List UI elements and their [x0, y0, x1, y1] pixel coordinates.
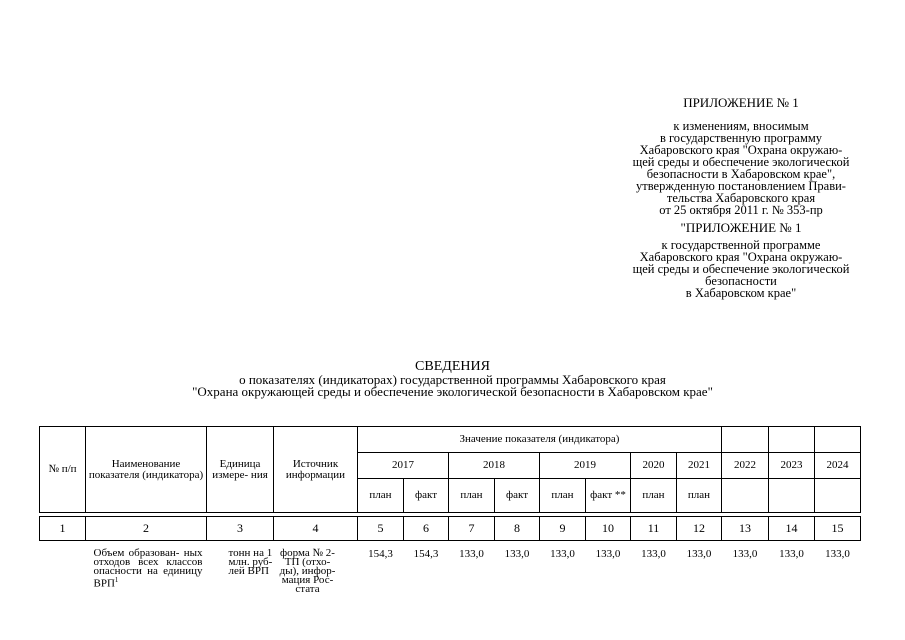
- column-number: 9: [540, 517, 586, 541]
- appendix-block: [600, 96, 882, 299]
- fact-label-2019: факт **: [586, 479, 631, 513]
- header-name: Наименование показателя (индикатора): [86, 427, 207, 513]
- appendix-line: к государственной программе: [661, 238, 821, 252]
- document-title: [0, 360, 905, 398]
- column-number: 12: [677, 517, 722, 541]
- column-number: 8: [495, 517, 540, 541]
- indicator-unit: тонн на 1 млн. руб- лей ВРП: [228, 547, 273, 577]
- appendix-line: к изменениям, вносимым: [673, 119, 809, 133]
- value-cell: 133,0: [550, 548, 575, 560]
- header-no: № п/п: [40, 427, 86, 513]
- year-2018: 2018: [449, 453, 540, 479]
- column-number: 15: [815, 517, 861, 541]
- year-2019: 2019: [540, 453, 631, 479]
- fact-label: факт: [404, 479, 449, 513]
- column-number: 2: [86, 517, 207, 541]
- appendix-line: щей среды и обеспечение экологической: [632, 155, 850, 169]
- table-row: [40, 541, 861, 595]
- value-cell: 133,0: [504, 548, 530, 560]
- header-unit: Единица измере- ния: [207, 427, 274, 513]
- column-number: 11: [631, 517, 677, 541]
- column-number: 1: [40, 517, 86, 541]
- appendix-line: Хабаровского края "Охрана окружаю-: [639, 250, 843, 264]
- title-line-2: "Охрана окружающей среды и обеспечение экологической безопасности в Хабаровском крае": [192, 384, 713, 399]
- value-cell: 133,0: [459, 548, 484, 560]
- year-2024: 2024: [815, 453, 861, 479]
- appendix-header: ПРИЛОЖЕНИЕ № 1: [683, 95, 799, 110]
- year-2022: 2022: [722, 453, 769, 479]
- appendix-line: от 25 октября 2011 г. № 353-пр: [659, 203, 823, 217]
- value-cell: 133,0: [825, 548, 850, 560]
- column-number: 14: [769, 517, 815, 541]
- column-number: 7: [449, 517, 495, 541]
- footnote-mark: 1: [114, 576, 119, 584]
- appendix-line: Хабаровского края "Охрана окружаю-: [639, 143, 843, 157]
- fact-label: факт: [495, 479, 540, 513]
- column-number: 6: [404, 517, 449, 541]
- plan-label: план: [358, 479, 404, 513]
- plan-label: план: [631, 479, 677, 513]
- title-line-1: о показателях (индикаторах) государственной программы Хабаровского края: [239, 372, 666, 387]
- indicators-table: [39, 426, 861, 594]
- value-cell: 154,3: [368, 548, 393, 560]
- title-main: СВЕДЕНИЯ: [415, 359, 490, 374]
- year-2020: 2020: [631, 453, 677, 479]
- indicator-name: Объем образован- ных отходов всех классов опасности на единицу ВРП$^1$: [93, 547, 203, 590]
- indicator-source: форма № 2- ТП (отхо- ды), инфор- мация Рос- стата: [279, 547, 336, 595]
- column-number: 3: [207, 517, 274, 541]
- value-cell: 133,0: [595, 548, 621, 560]
- value-cell: 133,0: [641, 548, 666, 560]
- header-source: Источник информации: [274, 427, 358, 513]
- appendix-line: утвержденную постановлением Прави-: [636, 179, 846, 193]
- appendix-line: безопасности в Хабаровском крае",: [646, 167, 836, 181]
- header-values: Значение показателя (индикатора): [358, 427, 722, 453]
- column-number: 4: [274, 517, 358, 541]
- column-number: 5: [358, 517, 404, 541]
- column-number: 13: [722, 517, 769, 541]
- value-cell: 154,3: [413, 548, 439, 560]
- appendix-line: в государственную программу: [659, 131, 823, 145]
- appendix-line: в Хабаровском крае": [685, 286, 797, 300]
- year-2017: 2017: [358, 453, 449, 479]
- appendix-line: безопасности: [705, 274, 777, 288]
- appendix-header-2: "ПРИЛОЖЕНИЕ № 1: [680, 220, 802, 235]
- plan-label: план: [540, 479, 586, 513]
- year-2023: 2023: [769, 453, 815, 479]
- plan-label: план: [449, 479, 495, 513]
- plan-label: план: [677, 479, 722, 513]
- year-2021: 2021: [677, 453, 722, 479]
- appendix-line: щей среды и обеспечение экологической: [632, 262, 850, 276]
- column-number: 10: [586, 517, 631, 541]
- value-cell: 133,0: [779, 548, 804, 560]
- appendix-line: тельства Хабаровского края: [666, 191, 816, 205]
- value-cell: 133,0: [732, 548, 758, 560]
- value-cell: 133,0: [686, 548, 712, 560]
